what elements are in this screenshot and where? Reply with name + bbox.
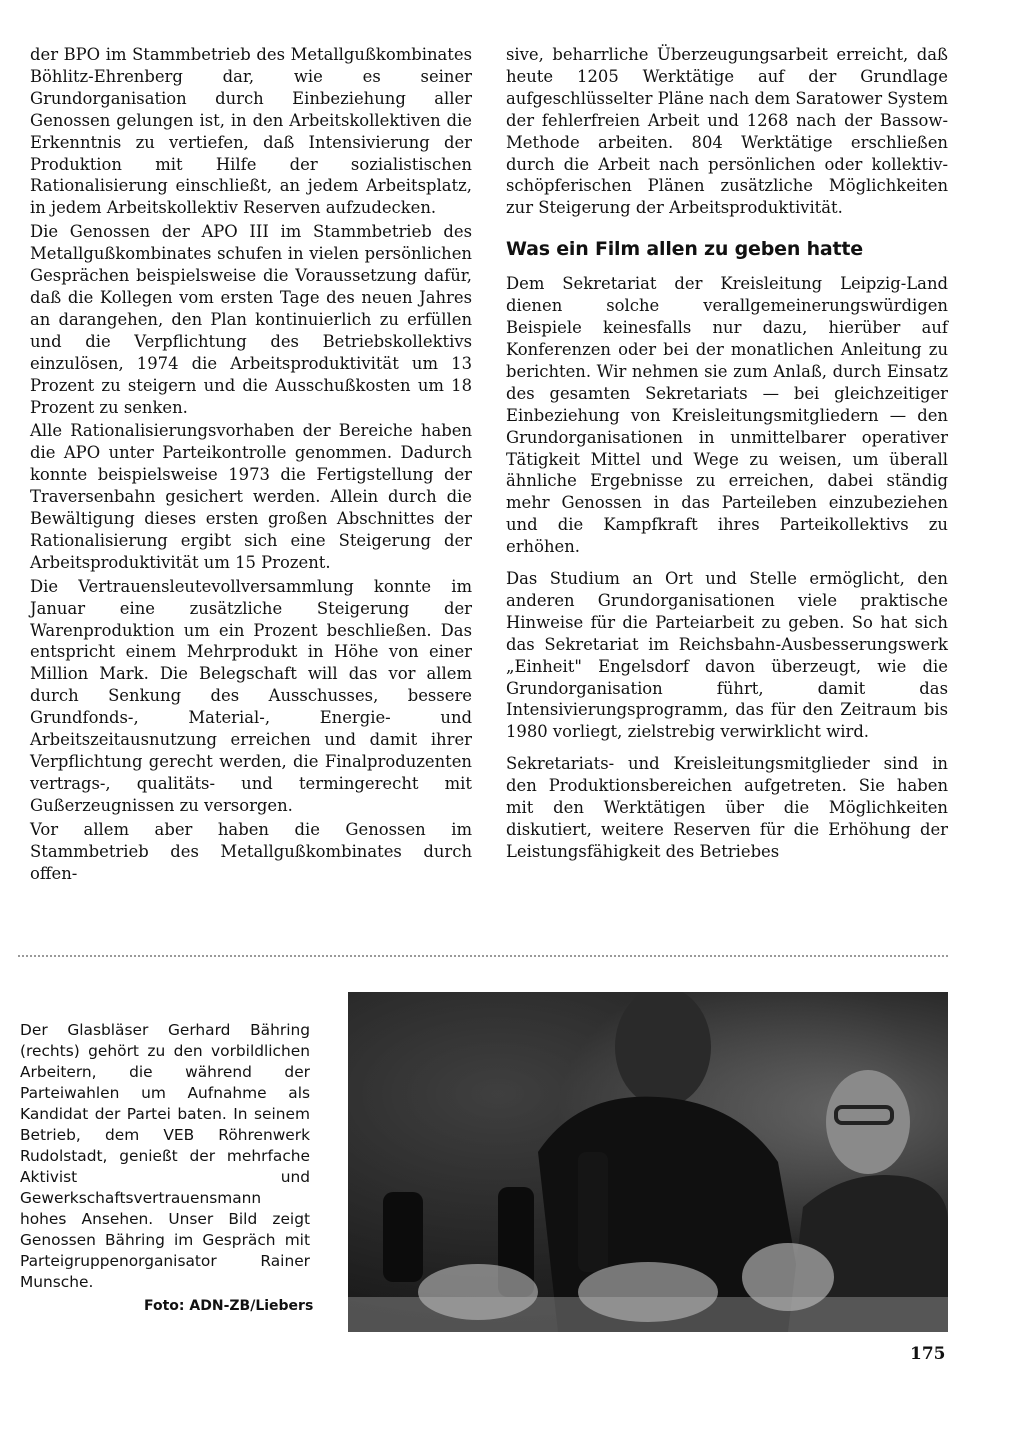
- body-paragraph: Dem Sekretariat der Kreisleitung Leipzig-Land dienen solche verallgemeinerungswürdigen Beispiele keinesfalls nur dazu, hierüber auf Konferenzen oder bei der monatlichen Anleitung zu berichten. Wir nehmen sie zum Anlaß, durch Einsatz des gesamten Sekretariats — bei gleichzeitiger Einbeziehung von Kreisleitungsmitgliedern — den Grundorganisationen in unmittelbarer operativer Tätigkeit Mittel und Wege zu weisen, um überall ähnliche Ergebnisse zu erreichen, dabei ständig mehr Genossen in das Parteileben einzubeziehen und die Kampfkraft ihres Parteikollektivs zu erhöhen.: [506, 274, 948, 557]
- body-paragraph: Sekretariats- und Kreisleitungsmitglieder sind in den Produktionsbereichen aufgetreten. Sie haben mit den Werktätigen über die Möglichkeiten diskutiert, weitere Reserven für die Erhöhung der Leistungsfähigkeit des Betriebes: [506, 754, 948, 861]
- right-column: [506, 44, 948, 865]
- left-column: [30, 44, 472, 886]
- body-paragraph: Das Studium an Ort und Stelle ermöglicht, den anderen Grundorganisationen viele praktische Hinweise für die Parteiarbeit zu geben. So hat sich das Sekretariat im Reichsbahn-Ausbesserungswerk „Einheit" Engelsdorf davon überzeugt, wie die Grundorganisation führt, damit das Intensivierungsprogramm, das für den Zeitraum bis 1980 vorliegt, zielstrebig verwirklicht wird.: [506, 569, 948, 742]
- body-paragraph: Alle Rationalisierungsvorhaben der Bereiche haben die APO unter Parteikontrolle genommen. Dadurch konnte beispielsweise 1973 die Fertigstellung der Traversenbahn gesichert werden. Allein durch die Bewältigung dieses ersten großen Abschnittes der Rationalisierung ergibt sich eine Steigerung der Arbeitsproduktivität um 15 Prozent.: [30, 421, 472, 572]
- body-paragraph: der BPO im Stammbetrieb des Metallgußkombinates Böhlitz-Ehrenberg dar, wie es seiner Grundorganisation durch Einbeziehung aller Genossen gelungen ist, in den Arbeitskollektiven die Erkenntnis zu vertiefen, daß Intensivierung der Produktion mit Hilfe der sozialistischen Rationalisierung einschließt, an jedem Arbeitsplatz, in jedem Arbeitskollektiv Reserven aufzudecken.: [30, 45, 472, 218]
- section-divider: [18, 955, 948, 957]
- section-heading: Was ein Film allen zu geben hatte: [506, 238, 863, 261]
- body-paragraph: Die Vertrauensleutevollversammlung konnte im Januar eine zusätzliche Steigerung der Warenproduktion um ein Prozent beschließen. Das entspricht einem Mehrprodukt in Höhe von einer Million Mark. Die Belegschaft will das vor allem durch Senkung des Ausschusses, bessere Grundfonds-, Material-, Energie- und Arbeitszeitausnutzung erreichen und damit ihrer Verpflichtung gerecht werden, die Finalproduzenten vertrags-, qualitäts- und termingerecht mit Gußerzeugnissen zu versorgen.: [30, 576, 472, 815]
- body-paragraph: Die Genossen der APO III im Stammbetrieb des Metallgußkombinates schufen in vielen persönlichen Gesprächen beispielsweise die Voraussetzung dafür, daß die Kollegen vom ersten Tage des neuen Jahres an darangehen, den Plan kontinuierlich zu erfüllen und die Verpflichtung des Betriebskollektivs einzulösen, 1974 die Arbeitsproduktivität um 13 Prozent zu steigern und die Ausschußkosten um 18 Prozent zu senken.: [30, 222, 472, 417]
- photo-caption: Der Glasbläser Gerhard Bähring (rechts) gehört zu den vorbildlichen Arbeitern, die während der Parteiwahlen um Aufnahme als Kandidat der Partei baten. In seinem Betrieb, dem VEB Röhrenwerk Rudolstadt, genießt der mehrfache Aktivist und Gewerkschaftsvertrauensmann hohes Ansehen. Unser Bild zeigt Genossen Bähring im Gespräch mit Parteigruppenorganisator Rainer Munsche.: [20, 1021, 310, 1291]
- page-number: 175: [910, 1344, 946, 1364]
- figure-head-left: [615, 992, 711, 1107]
- photo-credit: Foto: ADN-ZB/Liebers: [144, 1298, 314, 1314]
- body-paragraph: sive, beharrliche Überzeugungsarbeit erreicht, daß heute 1205 Werktätige auf der Grundlage aufgeschlüsselter Pläne nach dem Saratower System der fehlerfreien Arbeit und 1268 nach der Bassow-Methode arbeiten. 804 Werktätige erschließen durch die Arbeit nach persönlichen oder kollektiv-schöpferischen Plänen zusätzliche Möglichkeiten zur Steigerung der Arbeitsproduktivität.: [506, 45, 948, 218]
- body-paragraph: Vor allem aber haben die Genossen im Stammbetrieb des Metallgußkombinates durch offen-: [30, 819, 472, 883]
- photo-illustration: [348, 992, 948, 1332]
- photo: [348, 992, 948, 1332]
